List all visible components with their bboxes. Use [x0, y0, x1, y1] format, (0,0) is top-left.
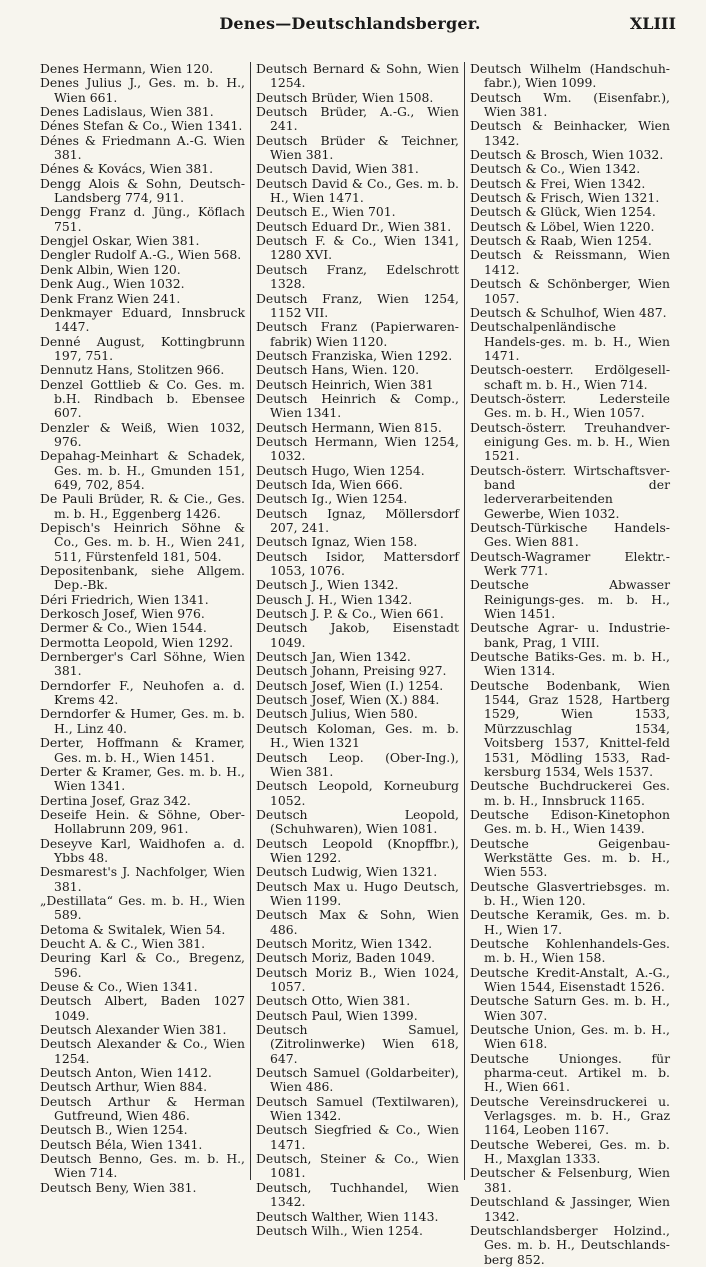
- directory-entry: Deutsch David, Wien 381.: [256, 161, 419, 177]
- directory-entry: Deutschlandsberger Holzind., Ges. m. b. H., Deutschlands-berg 852.: [470, 1222, 670, 1267]
- directory-entry: Deutsch Anton, Wien 1412.: [40, 1065, 212, 1081]
- directory-entry: Deutsch Ig., Wien 1254.: [256, 491, 408, 507]
- directory-entry: Deutsch Eduard Dr., Wien 381.: [256, 218, 452, 234]
- directory-entry: Deutsch Ignaz, Wien 158.: [256, 534, 418, 550]
- directory-entry: Deutsch-österr. Wirtschaftsver-band der lederverarbeitenden Gewerbe, Wien 1032.: [470, 462, 670, 521]
- directory-entry: Deutsche Glasvertriebsges. m. b. H., Wien 120.: [470, 878, 670, 908]
- directory-entry: Denk Albin, Wien 120.: [40, 261, 181, 277]
- directory-column-2: [256, 61, 459, 1238]
- directory-entry: Deutsch Julius, Wien 580.: [256, 706, 418, 722]
- directory-entry: Deutsch Leopold, (Schuhwaren), Wien 1081.: [256, 806, 459, 837]
- page-title: Denes—Deutschlandsberger.: [219, 14, 481, 33]
- directory-entry: Deutsch Siegfried & Co., Wien 1471.: [256, 1122, 459, 1152]
- directory-entry: Deutsch & Schulhof, Wien 487.: [470, 304, 667, 320]
- directory-entry: Deutsche Vereinsdruckerei u. Verlagsges. m. b. H., Graz 1164, Leoben 1167.: [470, 1093, 670, 1138]
- directory-entry: Deutsch Ida, Wien 666.: [256, 476, 403, 492]
- directory-entry: Deutsch Max & Sohn, Wien 486.: [256, 907, 459, 937]
- directory-entry: Deutsch Arthur, Wien 884.: [40, 1079, 208, 1095]
- directory-entry: Deutsch Leopold (Knopffbr.), Wien 1292.: [256, 835, 459, 865]
- directory-entry: Deutsch & Co., Wien 1342.: [470, 161, 641, 177]
- directory-entry: Deutsch Brüder & Teichner, Wien 381.: [256, 132, 459, 163]
- directory-entry: Depositenbank, siehe Allgem. Dep.-Bk.: [40, 563, 245, 593]
- directory-entry: Deutsch Alexander Wien 381.: [40, 1022, 227, 1038]
- directory-entry: Deutsch & Reissmann, Wien 1412.: [470, 247, 670, 277]
- page-number: XLIII: [629, 14, 676, 33]
- directory-entry: Dengler Rudolf A.-G., Wien 568.: [40, 247, 242, 263]
- directory-entry: Deutsch & Beinhacker, Wien 1342.: [470, 118, 670, 148]
- directory-entry: Derter, Hoffmann & Kramer, Ges. m. b. H., Wien 1451.: [40, 735, 245, 765]
- directory-entry: Deutsch Leopold, Korneuburg 1052.: [256, 778, 459, 808]
- directory-entry: Depahag-Meinhart & Schadek, Ges. m. b. H., Gmunden 151, 649, 702, 854.: [40, 448, 245, 492]
- directory-entry: Dernberger's Carl Söhne, Wien 381.: [40, 649, 245, 679]
- directory-entry: Deutsch Heinrich & Comp., Wien 1341.: [256, 390, 459, 421]
- directory-entry: Deutsch Samuel (Textilwaren), Wien 1342.: [256, 1093, 459, 1124]
- directory-entry: Dénes & Friedmann A.-G. Wien 381.: [40, 132, 245, 163]
- directory-entry: Deutsch & Frei, Wien 1342.: [470, 175, 646, 191]
- directory-entry: Deutsch Johann, Preising 927.: [256, 663, 447, 679]
- directory-entry: Deucht A. & C., Wien 381.: [40, 935, 206, 951]
- directory-entry: Derter & Kramer, Ges. m. b. H., Wien 1341.: [40, 763, 245, 794]
- directory-entry: Deutsche Keramik, Ges. m. b. H., Wien 17.: [470, 907, 670, 937]
- directory-entry: Deutsch Moriz, Baden 1049.: [256, 950, 436, 966]
- directory-entry: Deutschland & Jassinger, Wien 1342.: [470, 1194, 670, 1224]
- directory-entry: Deutsche Union, Ges. m. b. H., Wien 618.: [470, 1022, 670, 1052]
- directory-entry: Deutsch J., Wien 1342.: [256, 577, 399, 593]
- directory-entry: Deutsch, Tuchhandel, Wien 1342.: [256, 1179, 459, 1210]
- directory-entry: De Pauli Brüder, R. & Cie., Ges. m. b. H., Eggenberg 1426.: [40, 491, 245, 521]
- directory-entry: Deuse & Co., Wien 1341.: [40, 979, 198, 994]
- directory-entry: Deutsch Ignaz, Möllersdorf 207, 241.: [256, 505, 459, 535]
- directory-entry: Deutsch Brüder, Wien 1508.: [256, 89, 434, 105]
- directory-entry: Deutsche Kredit-Anstalt, A.-G., Wien 1544, Eisenstadt 1526.: [470, 964, 670, 994]
- directory-entry: Deutsch Jan, Wien 1342.: [256, 649, 411, 665]
- directory-entry: Deutsch David & Co., Ges. m. b. H., Wien 1471.: [256, 175, 459, 206]
- directory-entry: Deutsch Arthur & Herman Gutfreund, Wien 486.: [40, 1093, 245, 1124]
- directory-entry: Denes Hermann, Wien 120.: [40, 61, 214, 76]
- directory-entry: Deutsch & Frisch, Wien 1321.: [470, 190, 660, 206]
- directory-entry: Deutsche Unionges. für pharma-ceut. Artikel m. b. H., Wien 661.: [470, 1050, 670, 1095]
- directory-entry: Deutsch Josef, Wien (X.) 884.: [256, 692, 440, 708]
- directory-entry: Deutsch & Schönberger, Wien 1057.: [470, 276, 670, 306]
- directory-entry: Deutsch Albert, Baden 1027 1049.: [40, 993, 245, 1023]
- directory-entry: Deutsch Samuel (Goldarbeiter), Wien 486.: [256, 1065, 459, 1095]
- directory-entry: Deutsch & Raab, Wien 1254.: [470, 233, 652, 249]
- directory-entry: Deutsch-oesterr. Erdölgesell-schaft m. b. H., Wien 714.: [470, 362, 670, 392]
- directory-entry: Deutsch Bernard & Sohn, Wien 1254.: [256, 61, 459, 91]
- directory-entry: Deutsch Benno, Ges. m. b. H., Wien 714.: [40, 1151, 245, 1181]
- directory-entry: Dengjel Oskar, Wien 381.: [40, 233, 200, 249]
- directory-column-1: [40, 61, 245, 1195]
- directory-entry: Deutsch Otto, Wien 381.: [256, 993, 411, 1009]
- directory-entry: Deutschalpenländische Handels-ges. m. b. H., Wien 1471.: [470, 319, 670, 363]
- directory-entry: Deutsche Abwasser Reinigungs-ges. m. b. H., Wien 1451.: [470, 577, 670, 622]
- directory-entry: Deutsch F. & Co., Wien 1341, 1280 XVI.: [256, 233, 459, 263]
- directory-entry: Deutsch Franziska, Wien 1292.: [256, 347, 453, 363]
- directory-entry: Derndorfer & Humer, Ges. m. b. H., Linz 40.: [40, 706, 245, 736]
- page-header: [0, 14, 706, 40]
- directory-entry: Deutsch Koloman, Ges. m. b. H., Wien 1321: [256, 720, 459, 751]
- directory-entry: Denzler & Weiß, Wien 1032, 976.: [40, 419, 245, 449]
- directory-entry: Deutsche Buchdruckerei Ges. m. b. H., Innsbruck 1165.: [470, 778, 670, 808]
- directory-entry: Deutsche Agrar- u. Industrie-bank, Prag, 1 VIII.: [470, 620, 670, 650]
- directory-entry: Deutsch Hugo, Wien 1254.: [256, 462, 425, 478]
- directory-entry: Deutsch & Brosch, Wien 1032.: [470, 147, 664, 163]
- directory-entry: Deutsch Beny, Wien 381.: [40, 1179, 197, 1195]
- directory-entry: Deutsche Geigenbau-Werkstätte Ges. m. b. H., Wien 553.: [470, 835, 670, 880]
- directory-entry: Derkosch Josef, Wien 976.: [40, 606, 205, 622]
- directory-entry: Deutsch-Türkische Handels-Ges. Wien 881.: [470, 520, 670, 550]
- directory-entry: Deutsch B., Wien 1254.: [40, 1122, 188, 1138]
- directory-entry: Déri Friedrich, Wien 1341.: [40, 591, 209, 607]
- directory-entry: Deutsch & Glück, Wien 1254.: [470, 204, 656, 220]
- directory-entry: Deutsch Paul, Wien 1399.: [256, 1007, 418, 1023]
- column-divider: [464, 62, 465, 1180]
- directory-entry: Deutsch-Wagramer Elektr.-Werk 771.: [470, 548, 670, 579]
- directory-entry: Deutsch Wilh., Wien 1254.: [256, 1222, 423, 1238]
- directory-entry: Deutsch Jakob, Eisenstadt 1049.: [256, 620, 459, 650]
- directory-entry: Deutsch Franz, Wien 1254, 1152 VII.: [256, 290, 459, 320]
- directory-entry: Deutsch Hermann, Wien 815.: [256, 419, 442, 435]
- directory-entry: Denzel Gottlieb & Co. Ges. m. b.H. Rindbach b. Ebensee 607.: [40, 376, 245, 421]
- directory-entry: Deseyve Karl, Waidhofen a. d. Ybbs 48.: [40, 835, 245, 865]
- directory-entry: Depisch's Heinrich Söhne & Co., Ges. m. b. H., Wien 241, 511, Fürstenfeld 181, 504.: [40, 520, 245, 564]
- directory-entry: Deutsch Leop. (Ober-Ing.), Wien 381.: [256, 749, 459, 779]
- directory-entry: Dénes Stefan & Co., Wien 1341.: [40, 118, 243, 134]
- directory-entry: Deutscher & Felsenburg, Wien 381.: [470, 1165, 670, 1195]
- directory-entry: Deutsch Isidor, Mattersdorf 1053, 1076.: [256, 548, 459, 579]
- directory-entry: Deutsch Walther, Wien 1143.: [256, 1208, 439, 1224]
- directory-entry: Dennutz Hans, Stolitzen 966.: [40, 362, 225, 378]
- directory-entry: Dermer & Co., Wien 1544.: [40, 620, 207, 636]
- directory-entry: Deutsche Bodenbank, Wien 1544, Graz 1528, Hartberg 1529, Wien 1533, Mürzzuschlag 1534, Voitsberg 1537, Knittel-feld 1531, Mödling 1533, Rad-kersburg 1534, Wels 1537.: [470, 677, 670, 779]
- directory-entry: Deutsche Batiks-Ges. m. b. H., Wien 1314.: [470, 649, 670, 679]
- directory-entry: Deutsch Moriz B., Wien 1024, 1057.: [256, 964, 459, 994]
- directory-entry: Dengg Franz d. Jüng., Köflach 751.: [40, 204, 245, 234]
- directory-entry: Denné August, Kottingbrunn 197, 751.: [40, 333, 245, 363]
- directory-entry: Denes Ladislaus, Wien 381.: [40, 104, 214, 120]
- directory-entry: „Destillata“ Ges. m. b. H., Wien 589.: [40, 892, 245, 923]
- directory-entry: Deutsch Béla, Wien 1341.: [40, 1136, 203, 1152]
- directory-entry: Denkmayer Eduard, Innsbruck 1447.: [40, 304, 245, 335]
- directory-entry: Dengg Alois & Sohn, Deutsch-Landsberg 774, 911.: [40, 175, 245, 206]
- directory-entry: Deutsch J. P. & Co., Wien 661.: [256, 606, 444, 622]
- directory-entry: Deutsch E., Wien 701.: [256, 204, 396, 220]
- directory-entry: Derndorfer F., Neuhofen a. d. Krems 42.: [40, 677, 245, 708]
- directory-entry: Denk Aug., Wien 1032.: [40, 276, 185, 292]
- directory-entry: Deutsch Ludwig, Wien 1321.: [256, 864, 438, 880]
- directory-entry: Deutsch Heinrich, Wien 381: [256, 376, 434, 392]
- directory-entry: Deutsch, Steiner & Co., Wien 1081.: [256, 1151, 459, 1181]
- directory-entry: Deutsche Saturn Ges. m. b. H., Wien 307.: [470, 993, 670, 1023]
- directory-entry: Deutsch Wm. (Eisenfabr.), Wien 381.: [470, 89, 670, 120]
- directory-entry: Deutsch Alexander & Co., Wien 1254.: [40, 1036, 245, 1066]
- directory-entry: Deutsch Samuel, (Zitrolinwerke) Wien 618, 647.: [256, 1022, 459, 1066]
- directory-entry: Dermotta Leopold, Wien 1292.: [40, 634, 234, 650]
- directory-entry: Deutsch Brüder, A.-G., Wien 241.: [256, 104, 459, 134]
- directory-entry: Deutsch Hans, Wien. 120.: [256, 362, 420, 378]
- directory-entry: Dénes & Kovács, Wien 381.: [40, 161, 214, 177]
- directory-column-3: [470, 61, 670, 1267]
- directory-entry: Deutsche Weberei, Ges. m. b. H., Maxglan 1333.: [470, 1136, 670, 1167]
- directory-entry: Desmarest's J. Nachfolger, Wien 381.: [40, 864, 245, 894]
- directory-entry: Deutsch & Löbel, Wien 1220.: [470, 218, 655, 234]
- directory-entry: Deutsch Moritz, Wien 1342.: [256, 935, 433, 951]
- directory-entry: Deutsch Hermann, Wien 1254, 1032.: [256, 433, 459, 464]
- directory-entry: Deutsch Franz, Edelschrott 1328.: [256, 261, 459, 292]
- directory-entry: Denk Franz Wien 241.: [40, 290, 181, 306]
- column-divider: [250, 62, 251, 1180]
- directory-entry: Dertina Josef, Graz 342.: [40, 792, 191, 808]
- directory-entry: Deuring Karl & Co., Bregenz, 596.: [40, 950, 245, 980]
- directory-entry: Detoma & Switalek, Wien 54.: [40, 921, 226, 937]
- directory-entry: Deusch J. H., Wien 1342.: [256, 591, 413, 607]
- directory-entry: Deutsche Kohlenhandels-Ges. m. b. H., Wien 158.: [470, 935, 670, 966]
- directory-entry: Deseife Hein. & Söhne, Ober-Hollabrunn 209, 961.: [40, 806, 245, 837]
- directory-entry: Deutsch Franz (Papierwaren-fabrik) Wien 1120.: [256, 319, 459, 349]
- directory-entry: Deutsch-österr. Treuhandver-einigung Ges. m. b. H., Wien 1521.: [470, 419, 670, 464]
- directory-entry: Deutsch Max u. Hugo Deutsch, Wien 1199.: [256, 878, 459, 908]
- directory-entry: Deutsch Wilhelm (Handschuh-fabr.), Wien 1099.: [470, 61, 670, 91]
- directory-entry: Deutsch-österr. Ledersteile Ges. m. b. H., Wien 1057.: [470, 390, 670, 421]
- directory-entry: Deutsche Edison-Kinetophon Ges. m. b. H., Wien 1439.: [470, 806, 670, 837]
- directory-entry: Denes Julius J., Ges. m. b. H., Wien 661.: [40, 75, 245, 105]
- directory-entry: Deutsch Josef, Wien (I.) 1254.: [256, 677, 444, 693]
